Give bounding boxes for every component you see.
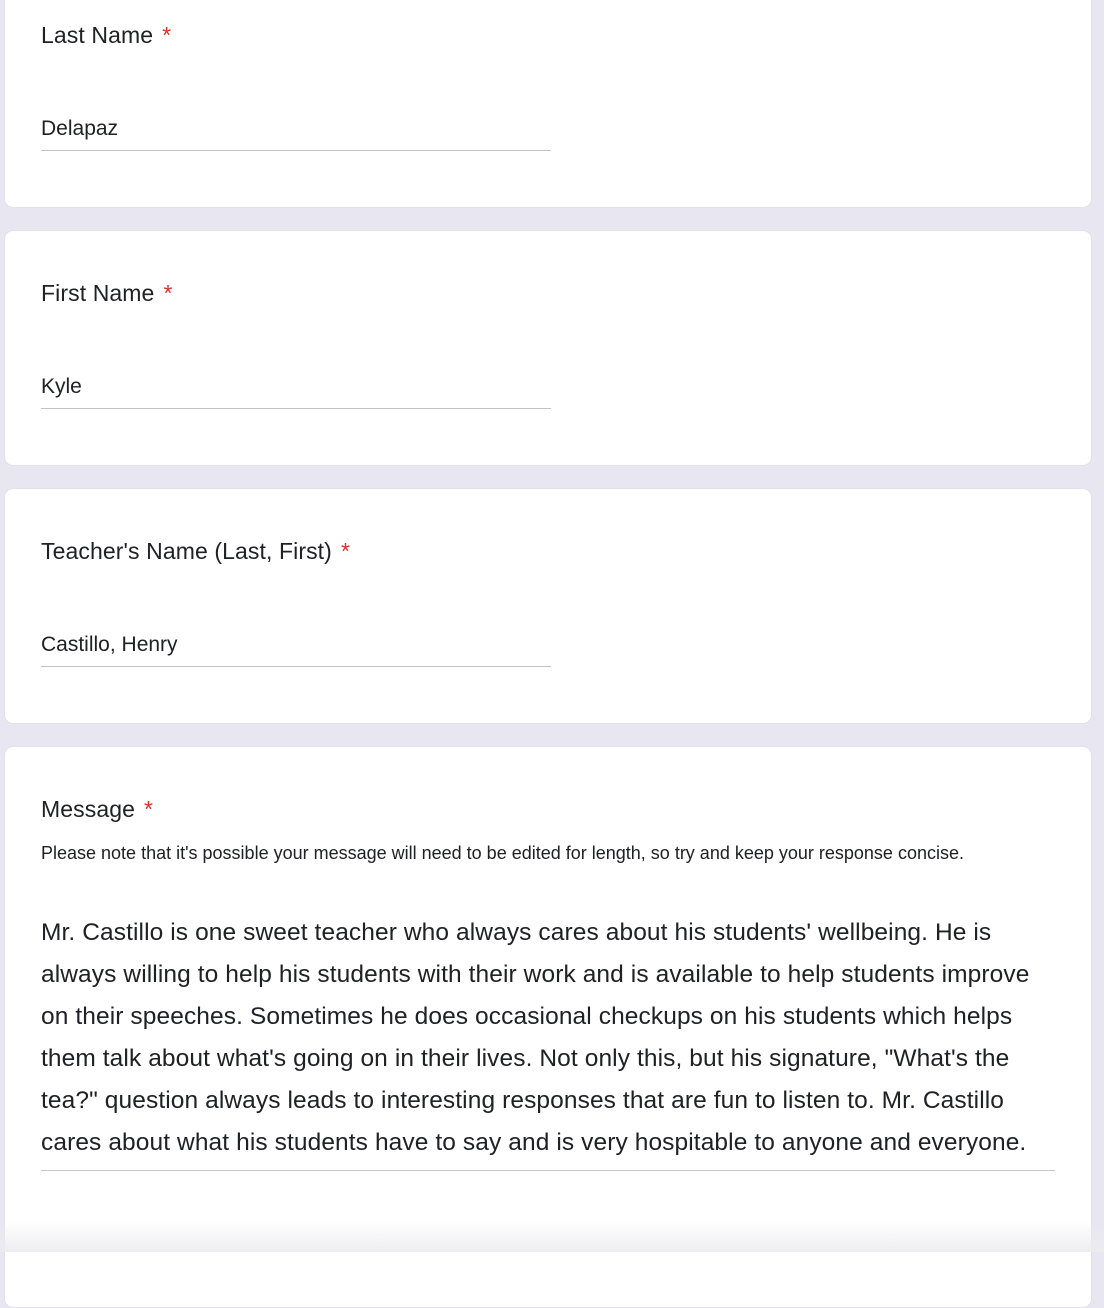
question-title-text: First Name: [41, 280, 155, 306]
question-title-last-name: [41, 20, 1055, 51]
question-card-message: [4, 746, 1092, 1308]
required-asterisk: *: [162, 22, 172, 48]
question-title-teacher-name: [41, 536, 1055, 567]
teacher-name-value: Castillo, Henry: [41, 633, 178, 656]
question-card-teacher-name: [4, 488, 1092, 724]
question-card-first-name: [4, 230, 1092, 466]
question-description: Please note that it's possible your message will need to be edited for length, so try and keep your response concise.: [41, 843, 964, 863]
question-title-text: Teacher's Name (Last, First): [41, 538, 332, 564]
required-asterisk: *: [340, 538, 350, 564]
first-name-value: Kyle: [41, 375, 82, 398]
last-name-value: Delapaz: [41, 117, 119, 140]
question-title-message: [41, 794, 1055, 825]
required-asterisk: *: [163, 280, 173, 306]
message-textarea[interactable]: [41, 912, 1055, 1171]
required-asterisk: *: [144, 796, 154, 822]
question-title-text: Message: [41, 796, 136, 822]
question-card-last-name: [4, 0, 1092, 208]
teacher-name-input[interactable]: [41, 631, 551, 667]
last-name-input[interactable]: [41, 115, 551, 151]
question-title-text: Last Name: [41, 22, 154, 48]
message-value: Mr. Castillo is one sweet teacher who always cares about his students' wellbeing. He is always willing to help his students with their work and is available to help students improve on their speeches. Sometimes he does occasional checkups on his students which helps them talk about what's going on in their lives. Not only this, but his signature, "What's the tea?" question always leads to interesting responses that are fun to listen to. Mr. Castillo cares about what his students have to say and is very hospitable to anyone and everyone.: [41, 919, 1030, 1156]
question-title-first-name: [41, 278, 1055, 309]
first-name-input[interactable]: [41, 373, 551, 409]
